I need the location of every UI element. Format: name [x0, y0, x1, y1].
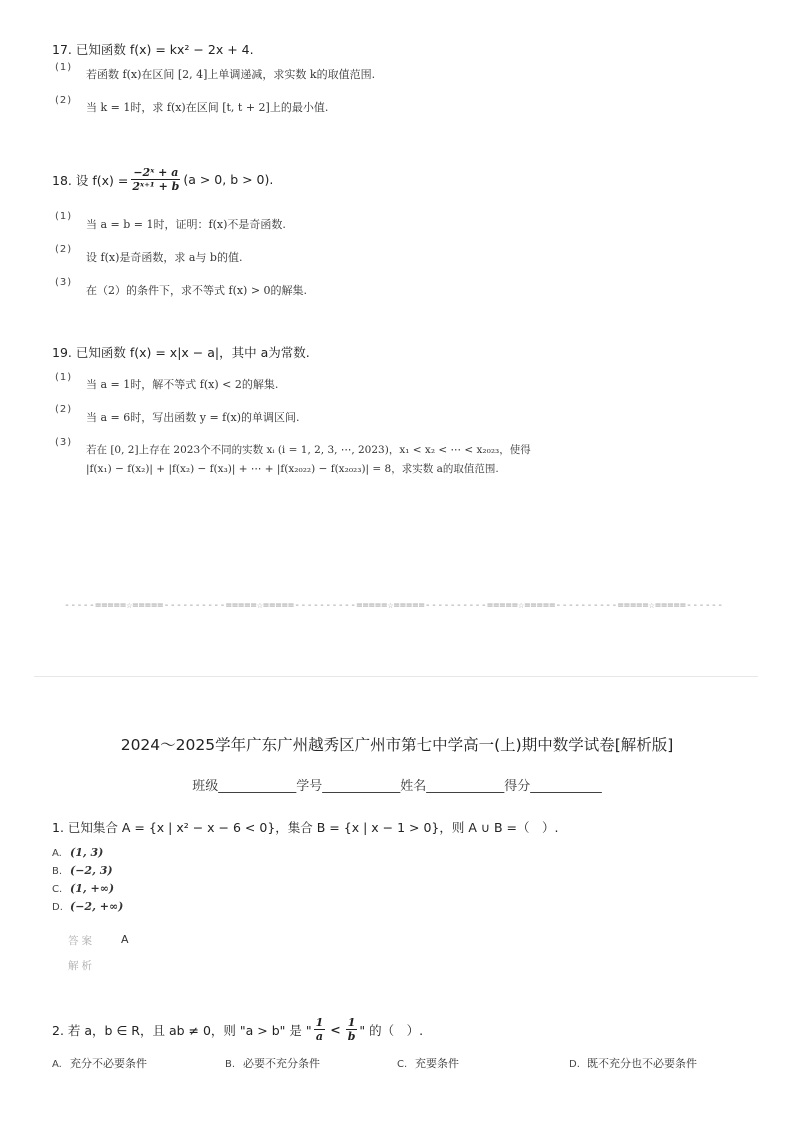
q1-option-d-label: D.	[52, 902, 63, 913]
q2-fraction-1b-denominator: b	[347, 1030, 356, 1043]
q2-less-than: <	[330, 1022, 341, 1037]
q1-option-a[interactable]	[52, 846, 103, 859]
q1-option-c-label: C.	[52, 884, 63, 895]
q18-sub1-number: (1)	[55, 211, 73, 222]
q18-fraction	[131, 166, 180, 193]
q2-fraction-1a-numerator: 1	[315, 1016, 324, 1029]
q2-option-a[interactable]	[52, 1055, 147, 1071]
q19-sub1-text: 当 a = 1时，解不等式 f(x) < 2的解集.	[86, 378, 279, 391]
q19-sub3-text: 若在 [0, 2]上存在 2023个不同的实数 xᵢ (i = 1, 2, 3, ⋯, 2023)，x₁ < x₂ < ⋯ < x₂₀₂₃，使得	[86, 444, 531, 456]
q18-sub2-text: 设 f(x)是奇函数，求 a与 b的值.	[86, 251, 243, 264]
q2-fraction-1b	[346, 1016, 358, 1043]
q2-option-c-label: C.	[397, 1059, 408, 1070]
q18-sub3-text: 在（2）的条件下，求不等式 f(x) > 0的解集.	[86, 284, 308, 297]
q2-option-c-text: 充要条件	[415, 1057, 459, 1070]
q2-option-b-label: B.	[225, 1059, 236, 1070]
q18-fraction-denominator: 2ˣ⁺¹ + b	[132, 180, 180, 193]
q18-fraction-numerator: −2ˣ + a	[133, 166, 179, 179]
q19-sub1-number: (1)	[55, 372, 73, 383]
q2-option-b[interactable]	[225, 1055, 320, 1071]
q17-stem: 17. 已知函数 f(x) = kx² − 2x + 4.	[52, 42, 254, 57]
q18-sub1-text: 当 a = b = 1时，证明：f(x)不是奇函数.	[86, 218, 286, 231]
q2-option-a-label: A.	[52, 1059, 62, 1070]
section-separator: -----=====☆=====----------=====☆=====----------=====☆=====----------=====☆=====----------=====☆=====------	[64, 600, 724, 611]
q19-sub3-text-line2: |f(x₁) − f(x₂)| + |f(x₂) − f(x₃)| + ⋯ + |f(x₂₀₂₂) − f(x₂₀₂₃)| = 8，求实数 a的取值范围.	[86, 463, 499, 475]
q2-option-a-text: 充分不必要条件	[70, 1057, 147, 1070]
q18-sub3-number: (3)	[55, 277, 73, 288]
q2-option-d-text: 既不充分也不必要条件	[587, 1057, 697, 1070]
q17-sub2-text: 当 k = 1时，求 f(x)在区间 [t, t + 2]上的最小值.	[86, 101, 329, 114]
q2-option-b-text: 必要不充分条件	[243, 1057, 320, 1070]
exam-title: 2024～2025学年广东广州越秀区广州市第七中学高一(上)期中数学试卷[解析版]	[120, 736, 674, 754]
q19-sub2-number: (2)	[55, 404, 73, 415]
q19-stem: 19. 已知函数 f(x) = x|x − a|，其中 a为常数.	[52, 345, 310, 360]
student-info-line: 班级____________学号____________姓名____________得分___________	[192, 779, 602, 794]
q18-stem-prefix: 18. 设 f(x) =	[52, 172, 129, 188]
q18-stem	[52, 166, 273, 193]
q2-fraction-1b-numerator: 1	[347, 1016, 356, 1029]
q17-sub1-number: (1)	[55, 62, 73, 73]
q2-stem-suffix: " 的（ ）.	[359, 1022, 424, 1038]
q18-stem-suffix: (a > 0, b > 0).	[183, 172, 274, 187]
q1-option-b[interactable]	[52, 864, 113, 877]
q1-answer-value: A	[121, 933, 129, 946]
q1-option-b-text: (−2, 3)	[70, 864, 113, 877]
q2-fraction-1a-denominator: a	[315, 1030, 324, 1043]
q2-fraction-1a	[314, 1016, 326, 1043]
q1-option-c[interactable]	[52, 882, 114, 895]
q19-sub3-number: (3)	[55, 437, 73, 448]
q1-option-a-text: (1, 3)	[70, 846, 104, 859]
q2-option-d-label: D.	[569, 1059, 580, 1070]
q1-option-c-text: (1, +∞)	[70, 882, 115, 895]
q17-sub2-number: (2)	[55, 95, 73, 106]
q2-stem	[52, 1016, 423, 1043]
q1-analysis-label: 解析	[68, 960, 95, 972]
q1-option-d-text: (−2, +∞)	[70, 900, 124, 913]
page-divider	[34, 676, 758, 677]
q2-option-d[interactable]	[569, 1055, 697, 1071]
q1-stem: 1. 已知集合 A = {x | x² − x − 6 < 0}，集合 B = {x | x − 1 > 0}，则 A ∪ B =（ ）.	[52, 820, 559, 835]
q1-option-b-label: B.	[52, 866, 63, 877]
q1-option-a-label: A.	[52, 848, 62, 859]
q1-answer-label: 答案	[68, 935, 95, 947]
q1-option-d[interactable]	[52, 900, 123, 913]
q2-stem-prefix: 2. 若 a，b ∈ R，且 ab ≠ 0，则 "a > b" 是 "	[52, 1022, 312, 1038]
q18-sub2-number: (2)	[55, 244, 73, 255]
q2-option-c[interactable]	[397, 1055, 459, 1071]
q19-sub2-text: 当 a = 6时，写出函数 y = f(x)的单调区间.	[86, 411, 300, 424]
q17-sub1-text: 若函数 f(x)在区间 [2, 4]上单调递减，求实数 k的取值范围.	[86, 68, 376, 81]
